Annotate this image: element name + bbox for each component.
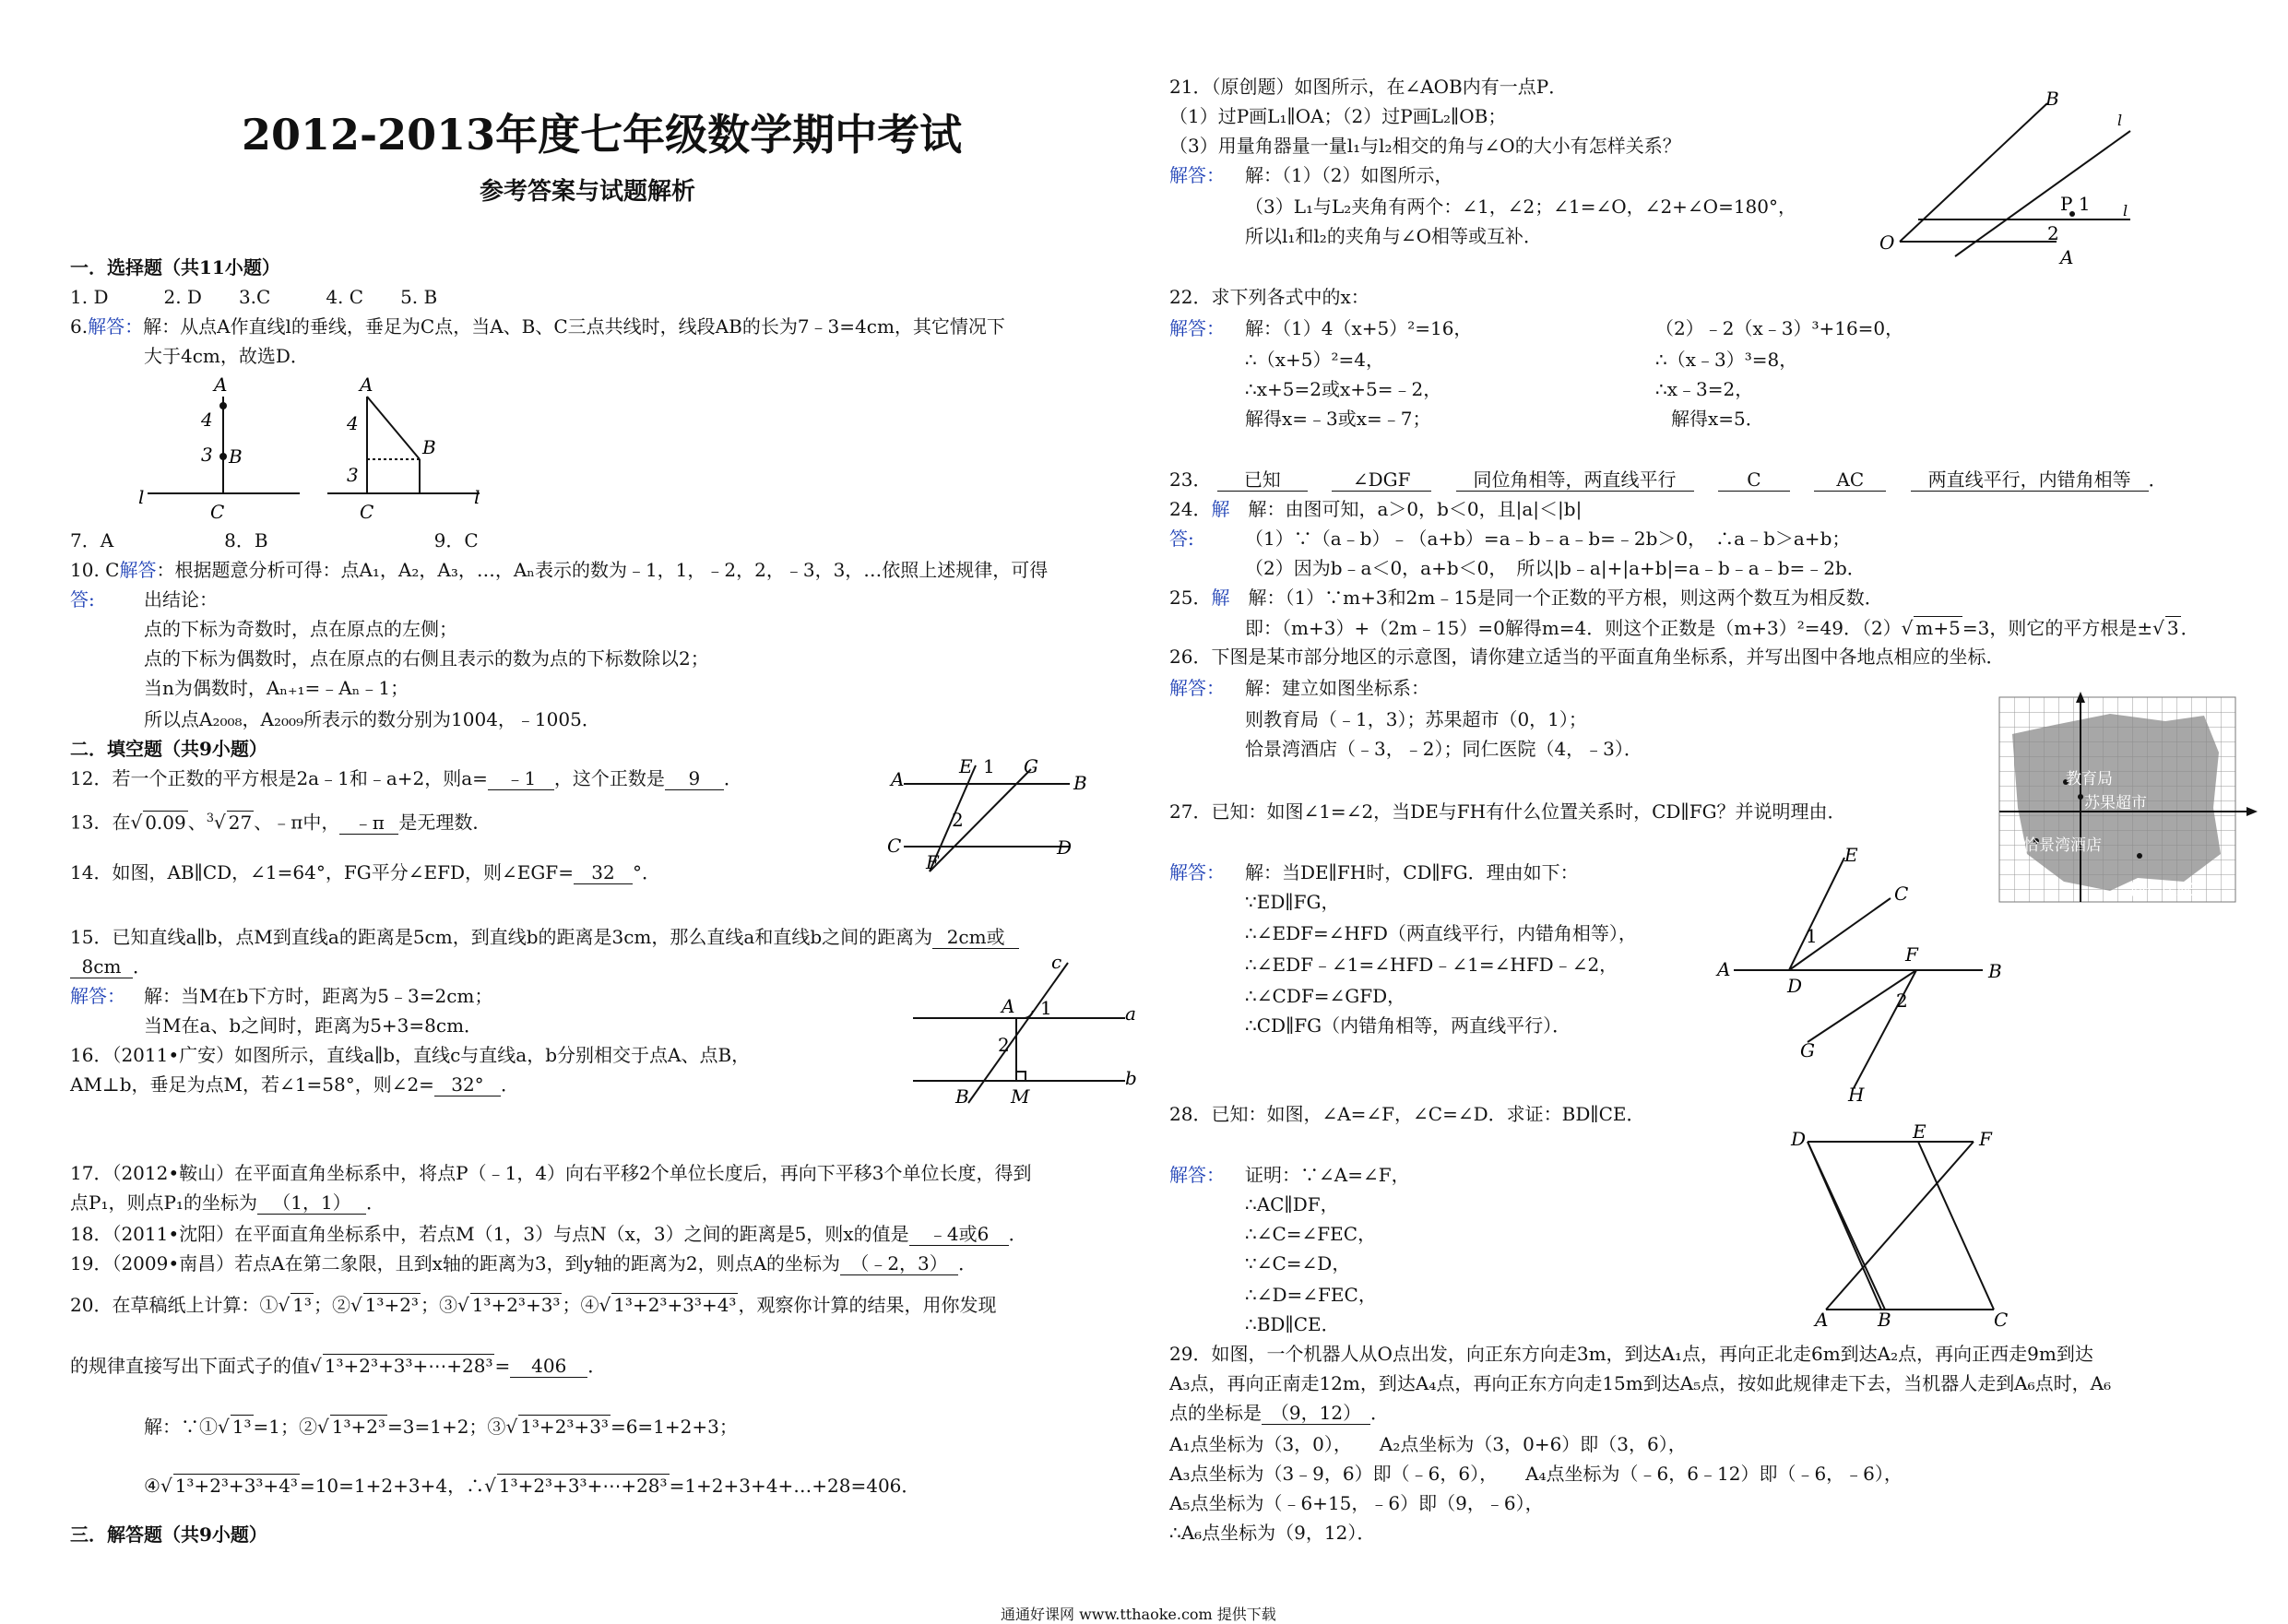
q22-left-3: ∴x+5=2或x+5=﹣2， xyxy=(1245,378,1442,400)
svg-text:l: l xyxy=(138,486,145,508)
q6-figure xyxy=(138,373,489,526)
svg-text:G: G xyxy=(1800,1039,1815,1061)
q24-sol-1: （1）∵（a﹣b）﹣（a+b）=a﹣b﹣a﹣b=﹣2b＞0， ∴a﹣b＞a+b； xyxy=(1245,528,1851,550)
q22-right-1: （2）﹣2（x﹣3）³+16=0， xyxy=(1655,317,1904,339)
svg-text:P 1: P 1 xyxy=(2060,193,2091,215)
svg-text:O: O xyxy=(1879,231,1895,254)
svg-text:B: B xyxy=(1073,772,1087,794)
q29-sol-4: ∴A₆点坐标为（9，12）． xyxy=(1169,1522,1376,1544)
map-label-edu: 教育局 xyxy=(2066,770,2113,788)
svg-text:1: 1 xyxy=(983,755,995,777)
q22-right-2: ∴（x﹣3）³=8， xyxy=(1655,349,1798,371)
svg-text:1: 1 xyxy=(1806,925,1818,947)
svg-text:A: A xyxy=(360,373,373,396)
q20: 20．在草稿纸上计算：①√ 1³ ；②√ 1³+2³ ；③√ 1³+2³+3³ ；④√ 1³+2³+3³+4³ ，观察你计算的结果，用你发现 xyxy=(70,1294,997,1316)
svg-text:2: 2 xyxy=(1896,990,1908,1012)
q12: 12．若一个正数的平方根是2a﹣1和﹣a+2，则a= ﹣1 ，这个正数是 9 ． xyxy=(70,767,742,789)
q28-label: 解答： xyxy=(1169,1164,1225,1186)
q10-line-d: 点的下标为奇数时，点在原点的左侧； xyxy=(144,618,457,640)
svg-text:2: 2 xyxy=(2047,222,2059,244)
q25-sol: 即：（m+3）+（2m﹣15）=0解得m=4．则这个正数是（m+3）²=49．（2）√ m+5 =3，则它的平方根是±√ 3 ． xyxy=(1245,617,2199,639)
q26-label: 解答： xyxy=(1169,677,1225,699)
q27-sol-6: ∴CD∥FG（内错角相等，两直线平行）． xyxy=(1245,1014,1571,1037)
q24: 24．解 解：由图可知，a＞0，b＜0，且|a|＜|b| xyxy=(1169,498,1583,520)
q13: 13．在√ 0.09 、$^3$√ 27 、﹣π中， ﹣π 是无理数． xyxy=(70,811,492,834)
q22-left-4: 解得x=﹣3或x=﹣7； xyxy=(1245,408,1431,430)
q24-sol-2: （2）因为b﹣a＜0，a+b＜0， 所以|b﹣a|+|a+b|=a﹣b﹣a﹣b=﹣2b． xyxy=(1245,557,1866,579)
q29-sol-1: A₁点坐标为（3，0）， A₂点坐标为（3，0+6）即（3，6）， xyxy=(1169,1433,1687,1455)
svg-text:B: B xyxy=(1878,1309,1891,1331)
map-label-super: 苏果超市 xyxy=(2084,794,2147,812)
svg-text:l: l xyxy=(474,486,480,508)
q21-sol-3: 所以l₁和l₂的夹角与∠O相等或互补． xyxy=(1245,225,1542,247)
svg-text:B: B xyxy=(955,1085,969,1108)
svg-text:A: A xyxy=(891,768,905,790)
q16-figure xyxy=(913,951,1144,1112)
q14-figure xyxy=(885,756,1097,885)
q15-cont: 8cm ． xyxy=(70,955,151,978)
svg-text:F: F xyxy=(1979,1128,1992,1150)
q27: 27．已知：如图∠1=∠2，当DE与FH有什么位置关系时，CD∥FG？并说明理由． xyxy=(1169,800,1846,823)
q28-sol-3: ∴∠C=∠FEC， xyxy=(1245,1223,1377,1245)
map-label-hosp: 同仁医院 xyxy=(2130,881,2193,899)
q22-right-4: 解得x=5． xyxy=(1671,408,1764,430)
svg-text:B: B xyxy=(422,436,436,458)
svg-text:A: A xyxy=(214,373,228,396)
svg-text:B: B xyxy=(229,445,243,468)
q28-sol-4: ∵∠C=∠D， xyxy=(1245,1252,1351,1274)
svg-text:l: l xyxy=(2123,202,2128,219)
q22-left-1: 解：（1）4（x+5）²=16， xyxy=(1245,317,1473,339)
q20-solution-1: 解：∵①√ 1³ =1；②√ 1³+2³ =3=1+2；③√ 1³+2³+3³ =6=1+2+3； xyxy=(144,1416,738,1438)
q27-label: 解答： xyxy=(1169,861,1225,883)
q21: 21．（原创题）如图所示，在∠AOB内有一点P． xyxy=(1169,76,1568,98)
q26-sol-1: 解：建立如图坐标系： xyxy=(1245,677,1429,699)
svg-text:A: A xyxy=(1815,1309,1829,1331)
q10: 10. C解答：根据题意分析可得：点A₁，A₂，A₃，…，Aₙ表示的数为﹣1，1，﹣2，2，﹣3，3，…依照上述规律，可得 xyxy=(70,559,1049,581)
svg-text:3: 3 xyxy=(347,464,359,486)
q27-sol-4: ∴∠EDF﹣∠1=∠HFD﹣∠1=∠HFD﹣∠2， xyxy=(1245,954,1618,976)
svg-text:2: 2 xyxy=(952,809,964,831)
q27-figure xyxy=(1715,844,2010,1107)
svg-text:2: 2 xyxy=(998,1034,1010,1056)
q10-line-f: 当n为偶数时，Aₙ₊₁=﹣Aₙ﹣1； xyxy=(144,677,409,699)
q21-label: 解答： xyxy=(1169,164,1225,186)
q28-sol-6: ∴BD∥CE． xyxy=(1245,1313,1340,1335)
svg-text:c: c xyxy=(1051,951,1062,973)
q26-sol-3: 恰景湾酒店（﹣3，﹣2）；同仁医院（4，﹣3）． xyxy=(1245,738,1642,760)
q20-solution-2: ④√ 1³+2³+3³+4³ =10=1+2+3+4，∴√ 1³+2³+3³+⋯+28³ =1+2+3+4+…+28=406． xyxy=(144,1475,920,1497)
q6-cont: 大于4cm，故选D． xyxy=(144,345,309,367)
q6: 6.解答：解：从点A作直线l的垂线，垂足为C点，当A、B、C三点共线时，线段AB的长为7﹣3=4cm，其它情况下 xyxy=(70,315,1005,338)
svg-text:D: D xyxy=(1787,975,1803,997)
q22-left-2: ∴（x+5）²=4， xyxy=(1245,349,1384,371)
q15-sol-1: 解：当M在b下方时，距离为5﹣3=2cm； xyxy=(144,985,493,1007)
q18: 18．（2011•沈阳）在平面直角坐标系中，若点M（1，3）与点N（x，3）之间的距离是5，则x的值是 ﹣4或6 ． xyxy=(70,1223,1027,1245)
q28: 28．已知：如图，∠A=∠F，∠C=∠D．求证：BD∥CE． xyxy=(1169,1103,1645,1125)
section-heading-3: 三．解答题（共9小题） xyxy=(70,1523,267,1546)
svg-text:a: a xyxy=(1125,1002,1136,1025)
q22-right-3: ∴x﹣3=2， xyxy=(1655,378,1754,400)
q16: 16．（2011•广安）如图所示，直线a∥b，直线c与直线a，b分别相交于点A、点B， xyxy=(70,1044,751,1066)
svg-text:G: G xyxy=(1024,755,1038,777)
q10-line-e: 点的下标为偶数时，点在原点的右侧且表示的数为点的下标数除以2； xyxy=(144,647,709,670)
svg-text:3: 3 xyxy=(201,444,213,466)
page-subtitle: 参考答案与试题解析 xyxy=(480,178,696,206)
svg-text:C: C xyxy=(887,835,902,857)
page-title: 2012-2013年度七年级数学期中考试 xyxy=(242,110,963,160)
svg-text:4: 4 xyxy=(347,412,359,434)
q26-x-axis-arrow xyxy=(2235,804,2258,819)
map-label-hotel: 恰景湾酒店 xyxy=(2023,836,2102,855)
svg-text:E: E xyxy=(1844,844,1858,866)
svg-text:M: M xyxy=(1011,1085,1030,1108)
q26-map xyxy=(1999,697,2235,902)
q20-cont: 的规律直接写出下面式子的值√ 1³+2³+3³+⋯+28³ = 406 ． xyxy=(70,1355,607,1377)
q27-sol-2: ∵ED∥FG， xyxy=(1245,891,1340,913)
q21-figure xyxy=(1863,88,2158,268)
q10-line-c: 出结论： xyxy=(144,588,218,610)
q26-sol-2: 则教育局（﹣1，3）；苏果超市（0，1）； xyxy=(1245,708,1587,730)
q27-sol-1: 解：当DE∥FH时，CD∥FG．理由如下： xyxy=(1245,861,1579,883)
q25: 25．解 解：（1）∵m+3和2m﹣15是同一个正数的平方根，则这两个数互为相反数． xyxy=(1169,587,1883,609)
answers-7-9: 7．A 8．B 9．C xyxy=(70,529,479,551)
q17-cont: 点P₁，则点P₁的坐标为 （1，1） ． xyxy=(70,1191,385,1214)
q28-sol-5: ∴∠D=∠FEC， xyxy=(1245,1284,1377,1306)
q29-line-c: 点的坐标是 （9，12） ． xyxy=(1169,1402,1389,1424)
q28-figure xyxy=(1789,1120,2010,1331)
q27-sol-5: ∴∠CDF=∠GFD， xyxy=(1245,985,1406,1007)
svg-text:D: D xyxy=(1791,1128,1807,1150)
section-heading-1: 一．选择题（共11小题） xyxy=(70,256,280,279)
section-heading-2: 二．填空题（共9小题） xyxy=(70,738,267,760)
svg-text:b: b xyxy=(1125,1067,1137,1089)
svg-text:H: H xyxy=(1848,1084,1865,1106)
q23: 23． 已知 ∠DGF 同位角相等，两直线平行 C AC 两直线平行，内错角相等 ． xyxy=(1169,468,2167,491)
q29: 29．如图，一个机器人从O点出发，向正东方向走3m，到达A₁点，再向正北走6m到达A₂点，再向正西走9m到达 xyxy=(1169,1343,2093,1365)
svg-text:4: 4 xyxy=(201,409,213,431)
q14: 14．如图，AB∥CD，∠1=64°，FG平分∠EFD，则∠EGF= 32 °． xyxy=(70,861,660,883)
svg-text:C: C xyxy=(210,501,225,523)
q10-label-2: 答: xyxy=(70,588,95,610)
q10-line-g: 所以点A₂₀₀₈，A₂₀₀₉所表示的数分别为1004，﹣1005． xyxy=(144,708,600,730)
q19: 19．（2009•南昌）若点A在第二象限，且到x轴的距离为3，到y轴的距离为2，则点A的坐标为 （﹣2，3） ． xyxy=(70,1252,978,1274)
svg-text:E: E xyxy=(1913,1120,1926,1143)
svg-text:F: F xyxy=(1905,943,1918,966)
q29-line-b: A₃点，再向正南走12m，到达A₄点，再向正东方向走15m到达A₅点，按如此规律走下去，当机器人走到A₆点时，A₆ xyxy=(1169,1372,2112,1394)
q24-label-2: 答: xyxy=(1169,528,1194,550)
q21-sol-1: 解：（1）（2）如图所示， xyxy=(1245,164,1453,186)
q22-label: 解答： xyxy=(1169,317,1225,339)
svg-text:A: A xyxy=(1002,995,1015,1017)
q16-cont: AM⊥b，垂足为点M，若∠1=58°，则∠2= 32° ． xyxy=(70,1073,519,1096)
footer: 通通好课网 www.tthaoke.com 提供下载 xyxy=(1001,1606,1276,1623)
q29-sol-3: A₅点坐标为（﹣6+15，﹣6）即（9，﹣6）， xyxy=(1169,1492,1544,1514)
svg-text:A: A xyxy=(1717,958,1731,980)
q15-label: 解答： xyxy=(70,985,125,1007)
q27-sol-3: ∴∠EDF=∠HFD（两直线平行，内错角相等）， xyxy=(1245,922,1637,944)
svg-text:B: B xyxy=(2045,88,2059,110)
q29-sol-2: A₃点坐标为（3﹣9，6）即（﹣6，6）， A₄点坐标为（﹣6，6﹣12）即（﹣6，﹣6）， xyxy=(1169,1463,1903,1485)
q28-sol-1: 证明：∵∠A=∠F， xyxy=(1245,1164,1410,1186)
q21-line-b: （1）过P画L₁∥OA；（2）过P画L₂∥OB； xyxy=(1169,105,1507,127)
q21-sol-2: （3）L₁与L₂夹角有两个：∠1，∠2；∠1=∠O，∠2+∠O=180°， xyxy=(1245,196,1797,218)
svg-text:C: C xyxy=(1894,883,1909,905)
svg-text:E: E xyxy=(959,755,973,777)
svg-text:C: C xyxy=(1994,1309,2009,1331)
svg-text:l: l xyxy=(2117,112,2123,129)
q22: 22．求下列各式中的x： xyxy=(1169,286,1369,308)
answers-1-5: 1. D 2. D 3.C 4. C 5. B xyxy=(70,286,438,308)
q17: 17．（2012•鞍山）在平面直角坐标系中，将点P（﹣1，4）向右平移2个单位长度后，再向下平移3个单位长度，得到 xyxy=(70,1162,1032,1184)
q15: 15．已知直线a∥b，点M到直线a的距离是5cm，到直线b的距离是3cm，那么直线a和直线b之间的距离为 2cm或 xyxy=(70,926,1019,949)
svg-text:C: C xyxy=(360,501,374,523)
svg-text:B: B xyxy=(1988,960,2002,982)
q26: 26．下图是某市部分地区的示意图，请你建立适当的平面直角坐标系，并写出图中各地点相应的坐标． xyxy=(1169,646,2005,668)
svg-text:D: D xyxy=(1057,836,1073,859)
q21-line-c: （3）用量角器量一量l₁与l₂相交的角与∠O的大小有怎样关系？ xyxy=(1169,135,1681,157)
q28-sol-2: ∴AC∥DF， xyxy=(1245,1193,1339,1215)
svg-text:A: A xyxy=(2060,246,2074,268)
svg-text:F: F xyxy=(926,851,939,873)
svg-text:1: 1 xyxy=(1040,997,1052,1019)
q15-sol-2: 当M在a、b之间时，距离为5+3=8cm． xyxy=(144,1014,483,1037)
